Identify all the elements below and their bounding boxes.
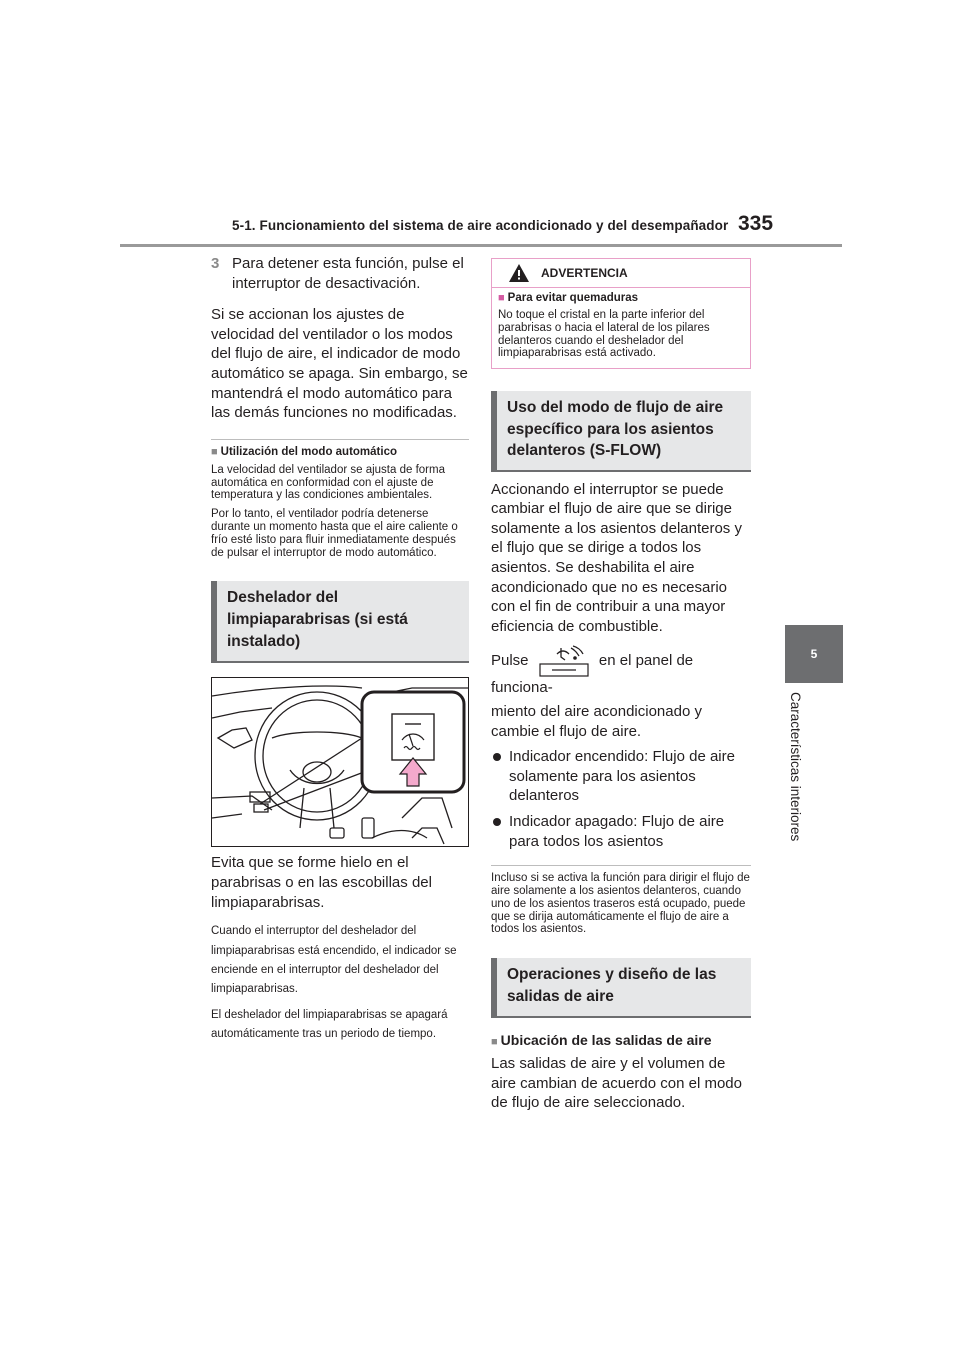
gray-square-icon: ■ [211,445,218,458]
bullet-text-on: Indicador encendido: Flujo de aire solamente para los asientos delanteros [509,748,735,805]
bullet-dot-icon [493,818,501,826]
left-column [211,254,469,1045]
dashboard-drawing [212,678,468,846]
pulse-line [491,644,751,698]
pink-square-icon: ■ [498,292,505,304]
bullet-text-off: Indicador apagado: Flujo de aire para todos los asientos [509,813,725,850]
warning-body [492,288,750,368]
section-title-air-outlets: Operaciones y diseño de las salidas de aire [491,958,751,1018]
warning-heading [498,292,744,304]
note-heading-text: Utilización del modo automático [220,445,398,458]
warning-title: ADVERTENCIA [541,266,628,280]
step-3 [211,254,469,293]
section-title-wiper-deicer: Deshelador del limpiaparabrisas (si está instalado) [211,581,469,663]
deicer-note-1: Cuando el interruptor del deshelador del limpiaparabrisas está encendido, el indicador se enciende en el interruptor del deshelador del limpiaparabrisas. [211,925,457,996]
deicer-note-2: El deshelador del limpiaparabrisas se apagará automáticamente tras un periodo de tiempo. [211,1008,448,1041]
warning-triangle-icon [509,264,529,282]
note-divider [211,439,469,440]
note-paragraph-2: Por lo tanto, el ventilador podría detenerse durante un momento hasta que el aire caliente o frío esté listo para fluir inmediatamente después de pulsar el interruptor de modo automático. [211,508,458,559]
air-outlets-paragraph: Las salidas de aire y el volumen de aire cambian de acuerdo con el modo de flujo de aire seleccionado. [491,1055,742,1112]
auto-mode-paragraph: Si se accionan los ajustes de velocidad del ventilador o los modos del flujo de aire, el indicador de modo automático se apaga. Sin embargo, se mantendrá el modo automático para las demás funciones no modificadas. [211,306,468,422]
header-title: 5-1. Funcionamiento del sistema de aire acondicionado y del desempañador [232,218,729,233]
pulse-before: Pulse [491,652,529,670]
note-divider-right [491,865,751,866]
warning-text: No toque el cristal en la parte inferior del parabrisas o hacia el lateral de los pilares delanteros cuando el deshelador del limpiaparabrisas está activado. [498,309,710,360]
chapter-label [784,692,808,852]
deicer-paragraph: Evita que se forme hielo en el parabrisas o en las escobillas del limpiaparabrisas. [211,854,432,911]
warning-title-bar [492,259,750,288]
gray-square-icon: ■ [491,1036,498,1049]
bullet-dot-icon [493,753,501,761]
page-number: 335 [738,212,774,235]
bullet-indicator-on [491,747,751,806]
chapter-label-text: Características interiores [788,692,803,842]
air-outlets-subheading [491,1032,751,1048]
dashboard-illustration [211,677,469,847]
note-heading [211,446,469,458]
warning-heading-text: Para evitar quemaduras [507,292,639,304]
sflow-icon [537,644,591,678]
bullet-indicator-off [491,812,751,851]
note-paragraph-1: La velocidad del ventilador se ajusta de forma automática en conformidad con el ajuste de temperatura y las condiciones ambientales. [211,463,445,502]
pulse-continuation: miento del aire acondicionado y cambie el flujo de aire. [491,703,702,740]
warning-box [491,258,751,369]
step-text: Para detener esta función, pulse el interruptor de desactivación. [232,255,464,292]
chapter-tab[interactable]: 5 [785,625,843,683]
section-title-sflow: Uso del modo de flujo de aire específico para los asientos delanteros (S-FLOW) [491,391,751,472]
header-rule [120,244,842,247]
air-outlets-subheading-text: Ubicación de las salidas de aire [500,1032,712,1049]
step-number: 3 [211,255,220,272]
sflow-paragraph: Accionando el interruptor se puede cambiar el flujo de aire que se dirige solamente a los asientos delanteros y el flujo que se dirige a todos los asientos. Se deshabilita el aire acondicionado que no es necesario con el fin de contribuir a una mayor eficiencia de combustible. [491,480,742,635]
pulse-after: en el panel de funciona- [491,652,694,697]
right-column [491,258,751,1113]
sflow-note: Incluso si se activa la función para dirigir el flujo de aire solamente a los asientos delanteros, cuando uno de los asientos traseros está ocupado, puede que se dirija automáticamente el flujo de aire a todos los asientos. [491,872,750,936]
